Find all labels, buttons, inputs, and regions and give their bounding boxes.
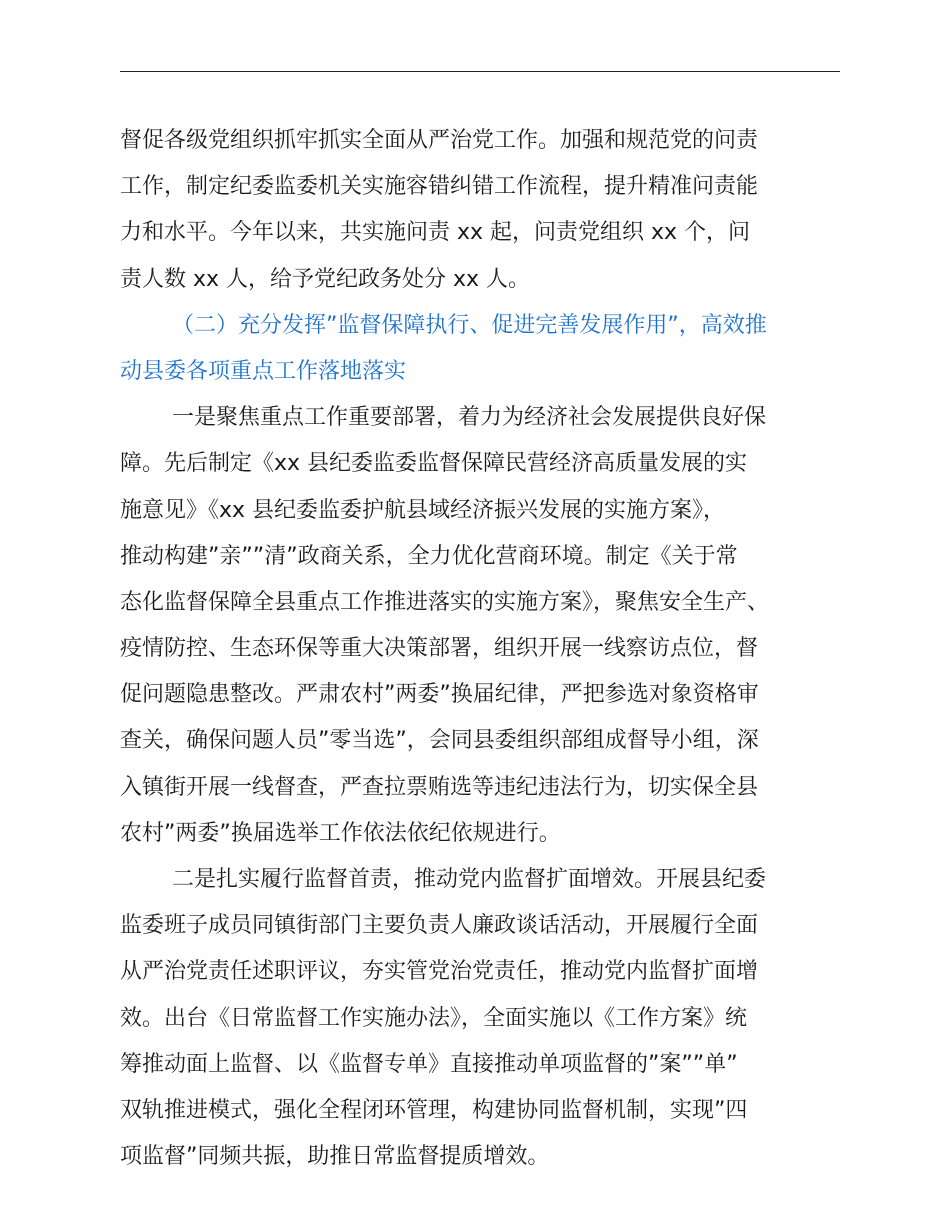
text-line: 一是聚焦重点工作重要部署，着力为经济社会发展提供良好保 xyxy=(172,405,767,431)
section-heading xyxy=(120,303,840,395)
heading-line: （二）充分发挥”监督保障执行、促进完善发展作用”，高效推 xyxy=(172,312,767,338)
header-rule xyxy=(120,71,840,72)
paragraph-point-two xyxy=(120,857,840,1180)
text-line: 筹推动面上监督、以《监督专单》直接推动单项监督的”案””单” xyxy=(120,1051,738,1077)
text-line: 二是扎实履行监督首责，推动党内监督扩面增效。开展县纪委 xyxy=(172,867,767,892)
text-line: 项监督”同频共振，助推日常监督提质增效。 xyxy=(120,1144,550,1170)
text-line: 从严治党责任述职评议，夯实管党治党责任，推动党内监督扩面增 xyxy=(120,959,759,985)
text-line: 推动构建”亲””清”政商关系，全力优化营商环境。制定《关于常 xyxy=(120,543,738,569)
text-line: 督促各级党组织抓牢抓实全面从严治党工作。加强和规范党的问责 xyxy=(120,128,759,153)
paragraph-point-one xyxy=(120,395,840,857)
text-line: 态化监督保障全县重点工作推进落实的实施方案》，聚焦安全生产、 xyxy=(120,589,770,615)
text-line: 查关，确保问题人员”零当选”，会同县委组织部组成督导小组，深 xyxy=(120,728,759,754)
text-line: 障。先后制定《xx 县纪委监委监督保障民营经济高质量发展的实 xyxy=(120,451,748,477)
text-line: 促问题隐患整改。严肃农村”两委”换届纪律，严把参选对象资格审 xyxy=(120,682,759,708)
text-line: 农村”两委”换届选举工作依法依纪依规进行。 xyxy=(120,820,561,846)
text-line: 入镇街开展一线督查，严查拉票贿选等违纪违法行为，切实保全县 xyxy=(120,774,759,800)
paragraph-accountability xyxy=(120,118,840,303)
text-line: 疫情防控、生态环保等重大决策部署，组织开展一线察访点位，督 xyxy=(120,636,759,662)
text-line: 施意见》《xx 县纪委监委护航县域经济振兴发展的实施方案》， xyxy=(120,497,726,523)
document-body xyxy=(120,118,840,1180)
text-line: 效。出台《日常监督工作实施办法》，全面实施以《工作方案》统 xyxy=(120,1005,748,1031)
text-line: 工作，制定纪委监委机关实施容错纠错工作流程，提升精准问责能 xyxy=(120,174,759,200)
heading-line: 动县委各项重点工作落地落实 xyxy=(120,358,407,384)
text-line: 力和水平。今年以来，共实施问责 xx 起，问责党组织 xx 个，问 xyxy=(120,220,751,246)
text-line: 监委班子成员同镇街部门主要负责人廉政谈话活动，开展履行全面 xyxy=(120,913,759,939)
text-line: 双轨推进模式，强化全程闭环管理，构建协同监督机制，实现”四 xyxy=(120,1097,748,1123)
text-line: 责人数 xx 人，给予党纪政务处分 xx 人。 xyxy=(120,266,531,292)
